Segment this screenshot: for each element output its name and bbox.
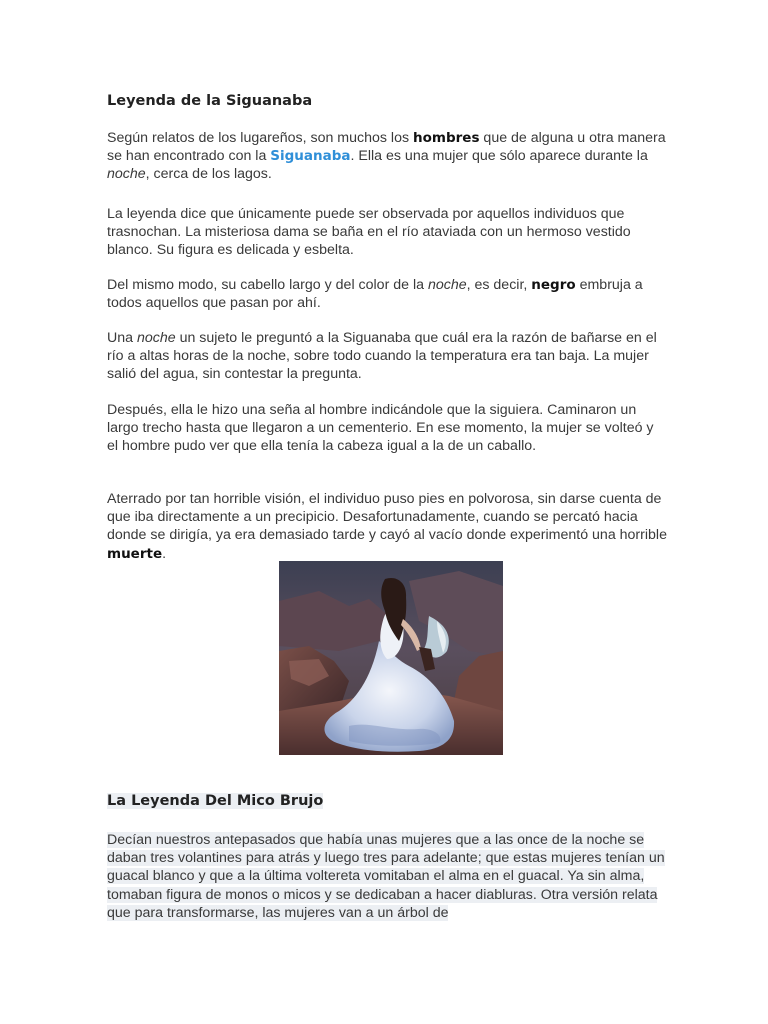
text-run: embruja a todos aquellos que pasan por ahí. — [107, 277, 643, 312]
italic-word-noche: noche — [107, 166, 146, 183]
text-run: . Ella es una mujer que sólo aparece durante la — [350, 148, 648, 165]
text-run: Según relatos de los lugareños, son muchos los — [107, 130, 414, 146]
section-title-siguanaba: Leyenda de la Siguanaba — [107, 93, 313, 109]
paragraph-1 — [107, 129, 667, 184]
paragraph-2: La leyenda dice que únicamente puede ser observada por aquellos individuos que trasnochan. La misteriosa dama se baña en el río ataviada con un hermoso vestido blanco. Su figura es delicada y esbelta. — [107, 206, 631, 259]
highlighted-text: Decían nuestros antepasados que había unas mujeres que a las once de la noche se daban tres volantines para atrás y luego tres para adelante; que estas mujeres tenían un guacal blanco y que a la última voltereta vomitaban el alma en el guacal. Ya sin alma, tomaban figura de monos o micos y se dedicaban a hacer diabluras. Otra versión relata que para transformarse, las mujeres van a un árbol de — [107, 832, 665, 921]
siguanaba-photo — [279, 561, 503, 755]
paragraph-6 — [107, 490, 667, 563]
text-run: . — [162, 545, 167, 562]
bold-word-hombres: hombres — [413, 130, 480, 146]
italic-word-noche: noche — [136, 330, 176, 346]
paragraph-3 — [107, 276, 667, 312]
text-run: Una — [107, 330, 137, 346]
paragraph-5: Después, ella le hizo una seña al hombre indicándole que la siguiera. Caminaron un largo trecho hasta que llegaron a un cementerio. En ese momento, la mujer se volteó y el hombre pudo ver que ella tenía la cabeza igual a la de un caballo. — [107, 402, 654, 455]
text-run: un sujeto le preguntó a la Siguanaba que cuál era la razón de bañarse en el río a altas horas de la noche, sobre todo cuando la temperatura era tan baja. La mujer salió del agua, sin contestar la pregunta. — [107, 330, 657, 383]
text-run: Aterrado por tan horrible visión, el individuo puso pies en polvorosa, sin darse cuenta de que iba directamente a un precipicio. Desafortunadamente, cuando se percató hacia donde se dirigía, ya era demasiado tarde y cayó al vacío donde experimentó una horrible — [107, 491, 667, 544]
paragraph-mico-brujo — [107, 831, 667, 922]
text-run: , cerca de los lagos. — [145, 166, 272, 183]
paragraph-4 — [107, 329, 667, 384]
italic-word-noche: noche — [427, 277, 467, 293]
bold-word-negro: negro — [531, 277, 576, 293]
text-run: , es decir, — [466, 277, 532, 293]
siguanaba-link[interactable]: Siguanaba — [270, 148, 351, 165]
text-run: que de alguna u otra manera se han encontrado con la — [107, 130, 666, 165]
text-run: Del mismo modo, su cabello largo y del color de la — [107, 277, 428, 293]
bold-word-muerte: muerte — [107, 545, 163, 562]
section-title-mico-brujo: La Leyenda Del Mico Brujo — [107, 793, 324, 809]
